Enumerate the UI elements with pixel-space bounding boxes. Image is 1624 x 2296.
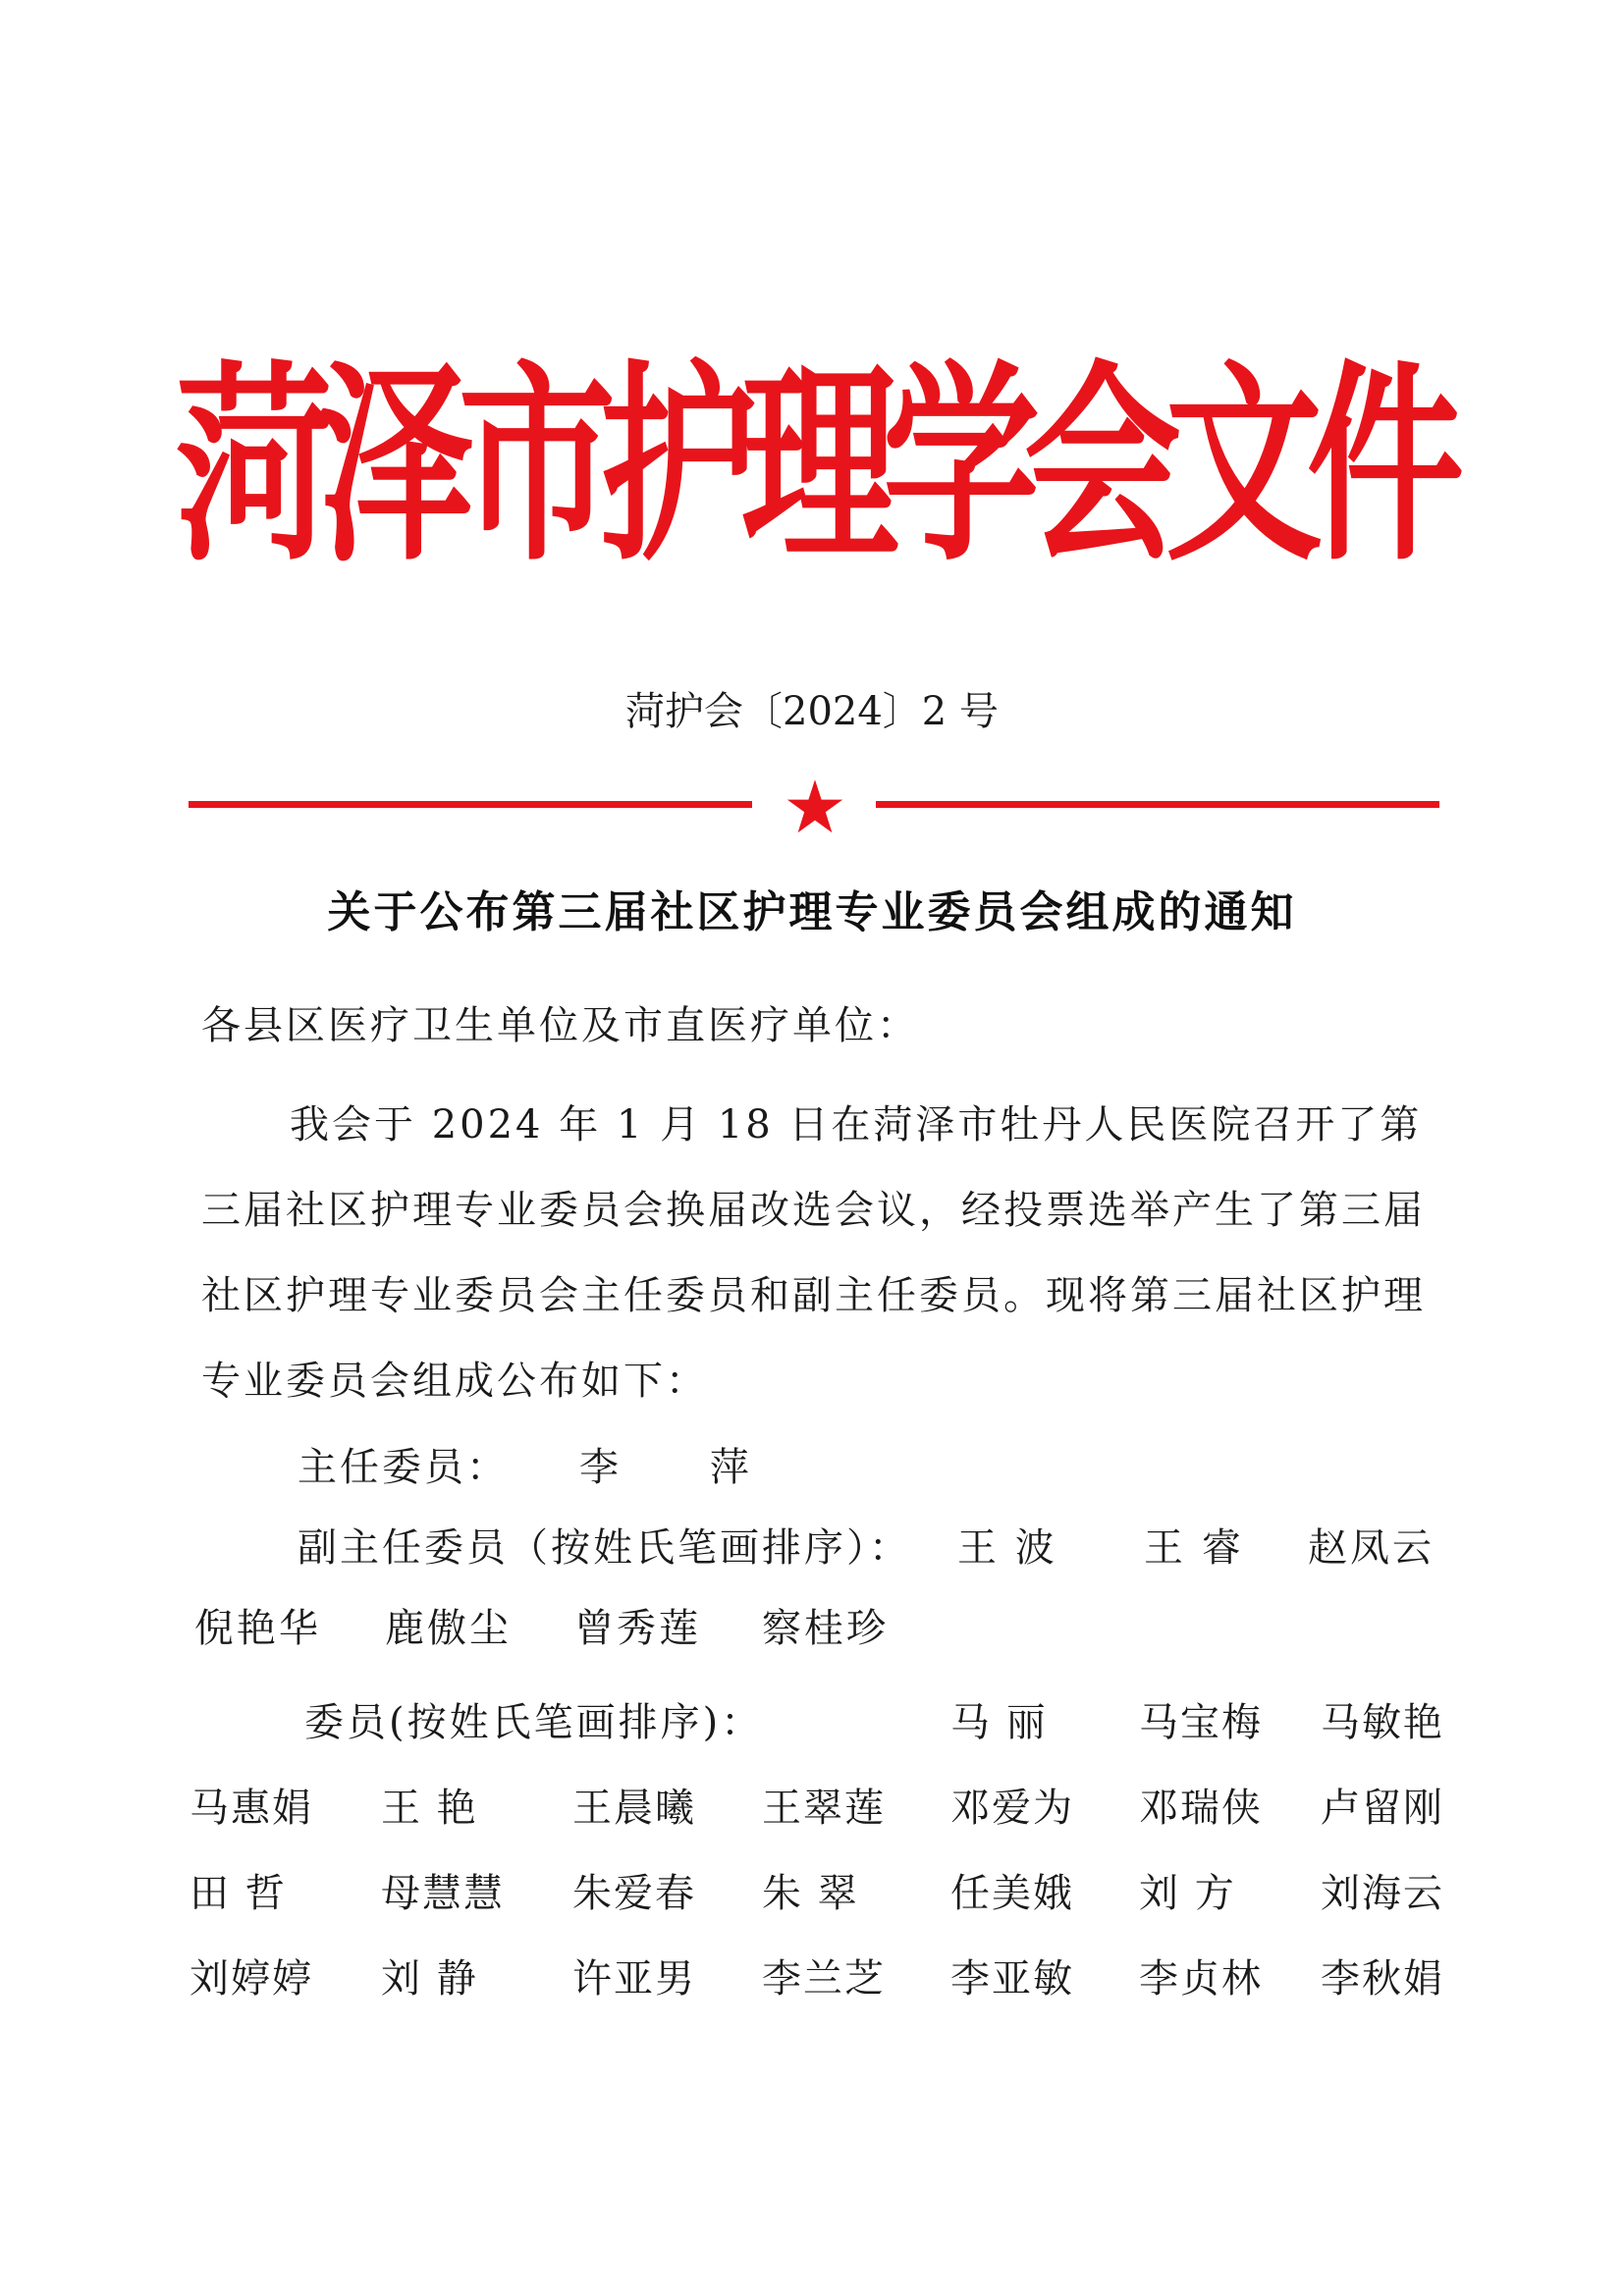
notice-title: 关于公布第三届社区护理专业委员会组成的通知 (327, 887, 1297, 937)
vice-chair-name: 王 波 (957, 1525, 1057, 1571)
member-name: 母慧慧 (381, 1871, 505, 1916)
member-name: 马敏艳 (1321, 1700, 1444, 1745)
body-paragraph-line: 三届社区护理专业委员会换届改选会议，经投票选举产生了第三届 (201, 1188, 1426, 1233)
member-name: 李贞林 (1139, 1956, 1263, 2002)
vice-chair-name: 赵凤云 (1308, 1525, 1435, 1571)
member-name: 田 哲 (189, 1871, 287, 1916)
member-name: 李亚敏 (950, 1956, 1074, 2002)
star-icon (785, 778, 844, 837)
member-name: 邓爱为 (950, 1786, 1074, 1831)
member-name: 王晨曦 (572, 1786, 696, 1831)
member-name: 刘 方 (1139, 1871, 1236, 1916)
member-name: 马惠娟 (189, 1786, 313, 1831)
vice-chair-name: 鹿傲尘 (385, 1606, 512, 1651)
member-name: 朱爱春 (572, 1871, 696, 1916)
vice-chair-name: 倪艳华 (194, 1606, 321, 1651)
member-name: 李秋娟 (1321, 1956, 1444, 2002)
member-name: 李兰芝 (762, 1956, 886, 2002)
member-name: 许亚男 (572, 1956, 696, 2002)
addressee: 各县区医疗卫生单位及市直医疗单位： (201, 1003, 919, 1048)
member-name: 任美娥 (950, 1871, 1074, 1916)
member-name: 刘 静 (381, 1956, 478, 2002)
body-paragraph-line: 我会于 2024 年 1 月 18 日在菏泽市牡丹人民医院召开了第 (290, 1102, 1423, 1148)
vice-chair-name: 曾秀莲 (574, 1606, 701, 1651)
member-name: 马 丽 (950, 1700, 1048, 1745)
member-name: 王翠莲 (762, 1786, 886, 1831)
member-name: 刘海云 (1321, 1871, 1444, 1916)
vice-chair-name: 王 睿 (1144, 1525, 1244, 1571)
members-label: 委员(按姓氏笔画排序)： (304, 1700, 764, 1745)
body-paragraph-line: 社区护理专业委员会主任委员和副主任委员。现将第三届社区护理 (201, 1273, 1426, 1318)
member-name: 马宝梅 (1139, 1700, 1263, 1745)
red-divider-right (876, 801, 1439, 808)
chair-label: 主任委员： (298, 1445, 509, 1490)
member-name: 刘婷婷 (189, 1956, 313, 2002)
document-header-title: 菏泽市护理学会文件 (175, 342, 1448, 590)
member-name: 王 艳 (381, 1786, 478, 1831)
member-name: 卢留刚 (1321, 1786, 1444, 1831)
member-name: 朱 翠 (762, 1871, 859, 1916)
vice-chair-name: 察桂珍 (762, 1606, 889, 1651)
body-paragraph-line: 专业委员会组成公布如下： (201, 1359, 708, 1404)
vice-chair-label: 副主任委员（按姓氏笔画排序）： (298, 1525, 911, 1571)
red-divider-left (189, 801, 752, 808)
document-number: 菏护会〔2024〕2 号 (625, 689, 999, 734)
chair-name: 李 萍 (579, 1445, 788, 1490)
member-name: 邓瑞侠 (1139, 1786, 1263, 1831)
